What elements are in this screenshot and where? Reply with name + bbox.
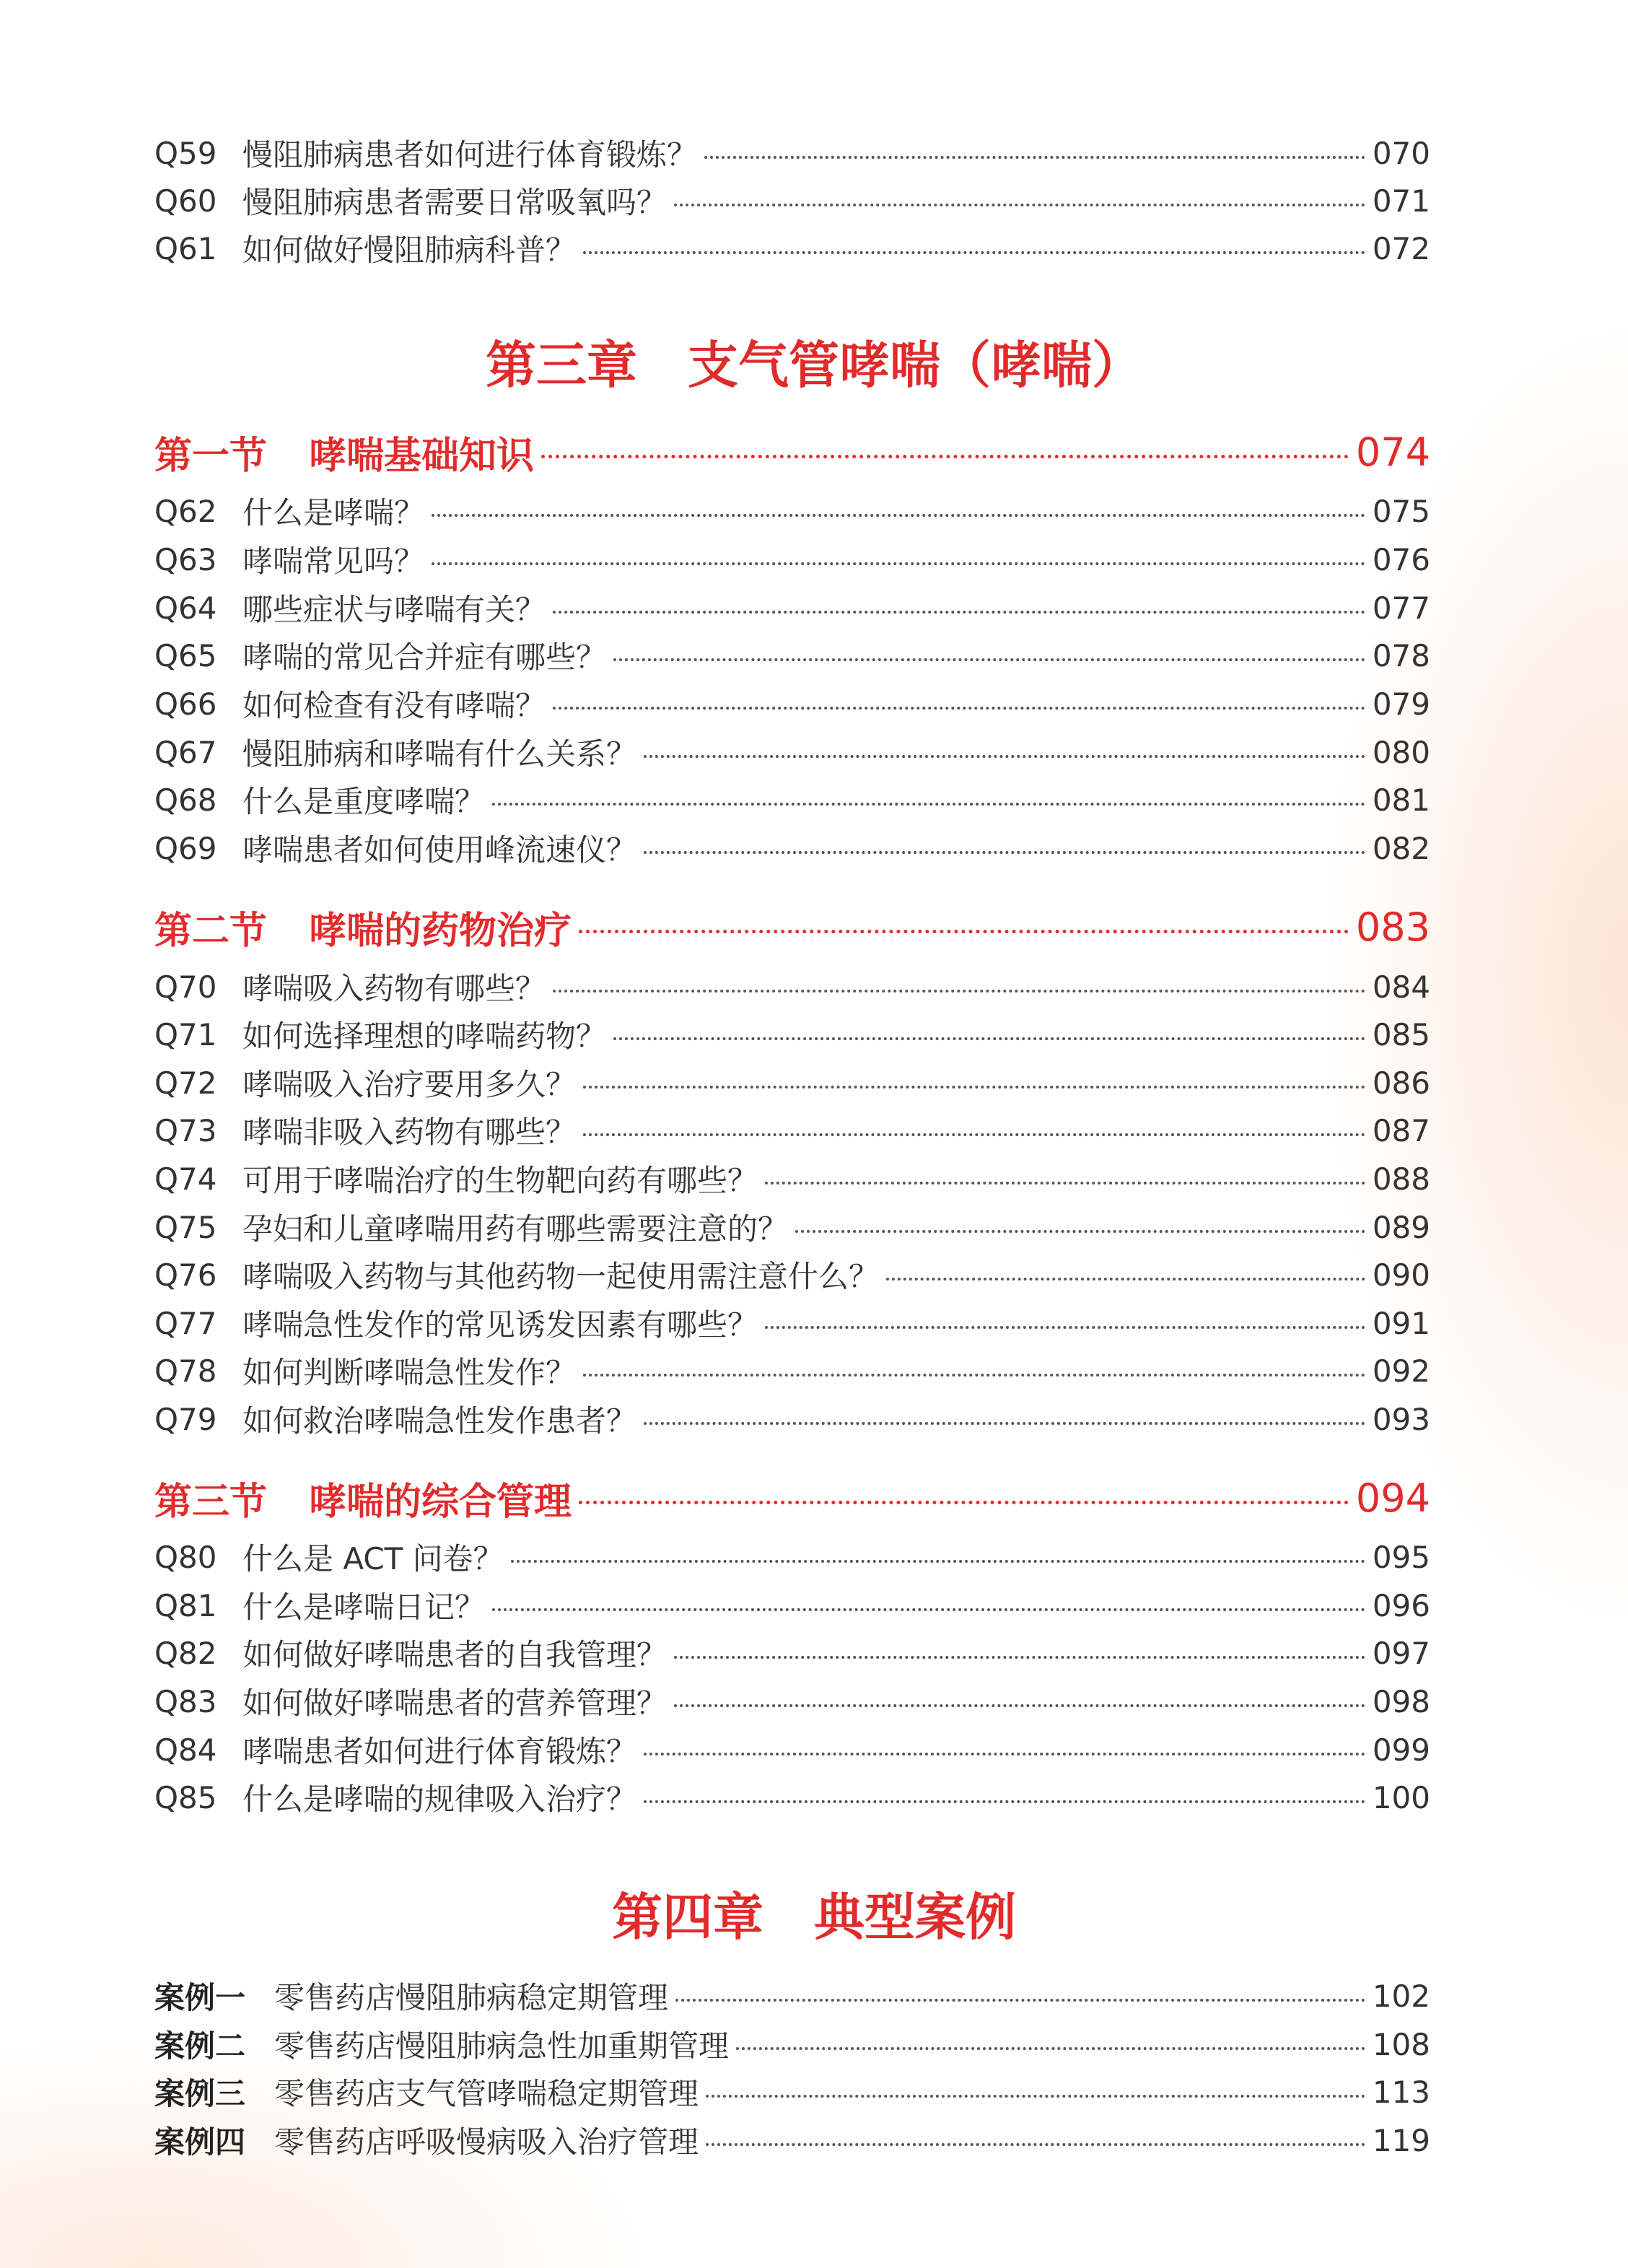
chapter-title: 第三章 支气管哮喘（哮喘） xyxy=(486,336,1142,395)
toc-entry[interactable] xyxy=(154,1061,1430,1104)
question-number: Q62 xyxy=(154,493,217,529)
toc-entry[interactable] xyxy=(154,1253,1430,1296)
question-number: Q61 xyxy=(154,230,217,266)
dot-leader xyxy=(736,2047,1365,2050)
question-number: Q70 xyxy=(154,969,217,1005)
question-number: Q64 xyxy=(154,590,217,626)
question-number: Q75 xyxy=(154,1209,217,1245)
toc-entry[interactable] xyxy=(154,965,1430,1008)
question-number: Q66 xyxy=(154,686,217,722)
dot-leader xyxy=(795,1230,1365,1233)
dot-leader xyxy=(553,611,1365,614)
question-number: Q63 xyxy=(154,541,217,577)
question-title: 什么是重度哮喘？ xyxy=(242,784,486,819)
page-number: 076 xyxy=(1372,541,1430,577)
dot-leader xyxy=(644,1422,1365,1425)
dot-leader xyxy=(706,2143,1365,2146)
question-number: Q78 xyxy=(154,1353,217,1389)
toc-entry[interactable] xyxy=(154,1680,1430,1723)
toc-entry[interactable] xyxy=(154,1631,1430,1675)
dot-leader xyxy=(674,1656,1365,1659)
page-number: 075 xyxy=(1372,493,1430,529)
section-number: 第二节 xyxy=(154,909,268,953)
toc-entry[interactable] xyxy=(154,1776,1430,1819)
toc-entry[interactable] xyxy=(154,1349,1430,1392)
question-title: 可用于哮喘治疗的生物靶向药有哪些？ xyxy=(242,1163,758,1198)
page-number: 092 xyxy=(1372,1353,1430,1389)
question-number: Q77 xyxy=(154,1305,217,1341)
page-number: 089 xyxy=(1372,1209,1430,1245)
page-number: 102 xyxy=(1372,1978,1430,2014)
question-title: 慢阻肺病患者如何进行体育锻炼？ xyxy=(242,137,698,173)
section-title: 哮喘的综合管理 xyxy=(309,1480,572,1524)
dot-leader xyxy=(674,1704,1365,1707)
question-number: Q68 xyxy=(154,782,217,818)
dot-leader xyxy=(579,1501,1349,1504)
page-number: 098 xyxy=(1372,1683,1430,1719)
dot-leader xyxy=(553,707,1365,710)
toc-entry[interactable] xyxy=(154,1728,1430,1771)
page-number: 074 xyxy=(1355,429,1430,475)
toc-entry[interactable] xyxy=(154,1301,1430,1345)
dot-leader xyxy=(511,1560,1365,1563)
toc-entry[interactable] xyxy=(154,227,1430,270)
question-title: 如何做好慢阻肺病科普？ xyxy=(242,232,577,268)
page-number: 072 xyxy=(1372,230,1430,266)
dot-leader xyxy=(675,1999,1365,2002)
case-label: 案例四 xyxy=(154,2124,246,2160)
question-title: 如何选择理想的哮喘药物？ xyxy=(242,1019,607,1054)
question-number: Q85 xyxy=(154,1779,217,1815)
page-number: 100 xyxy=(1372,1779,1430,1815)
question-title: 什么是 ACT 问卷？ xyxy=(242,1541,504,1576)
dot-leader xyxy=(886,1278,1365,1281)
dot-leader xyxy=(432,514,1365,517)
toc-entry[interactable] xyxy=(154,1205,1430,1249)
page-number: 113 xyxy=(1372,2074,1430,2110)
page-number: 078 xyxy=(1372,637,1430,673)
question-number: Q80 xyxy=(154,1539,217,1575)
question-title: 慢阻肺病患者需要日常吸氧吗？ xyxy=(242,185,668,220)
toc-entry[interactable] xyxy=(154,586,1430,629)
case-label: 案例二 xyxy=(154,2028,246,2064)
page-number: 090 xyxy=(1372,1257,1430,1293)
section-number: 第一节 xyxy=(154,434,268,478)
page-number: 086 xyxy=(1372,1065,1430,1101)
dot-leader xyxy=(432,562,1365,565)
question-title: 如何做好哮喘患者的自我管理？ xyxy=(242,1637,668,1672)
dot-leader xyxy=(579,930,1349,933)
question-number: Q74 xyxy=(154,1161,217,1197)
toc-entry[interactable] xyxy=(154,2023,1430,2066)
toc-entry[interactable] xyxy=(154,1397,1430,1441)
page-number: 085 xyxy=(1372,1016,1430,1052)
dot-leader xyxy=(613,658,1365,661)
question-title: 哮喘急性发作的常见诱发因素有哪些？ xyxy=(242,1307,758,1343)
dot-leader xyxy=(674,204,1365,206)
page-number: 083 xyxy=(1355,904,1430,950)
question-number: Q73 xyxy=(154,1112,217,1148)
question-title: 哮喘吸入药物与其他药物一起使用需注意什么？ xyxy=(242,1259,880,1294)
page-number: 084 xyxy=(1372,969,1430,1005)
section-title: 哮喘的药物治疗 xyxy=(309,909,572,953)
dot-leader xyxy=(583,251,1365,254)
question-number: Q79 xyxy=(154,1401,217,1437)
toc-entry[interactable] xyxy=(154,2119,1430,2162)
dot-leader xyxy=(553,990,1365,993)
page-number: 099 xyxy=(1372,1732,1430,1768)
page-number: 081 xyxy=(1372,782,1430,818)
page-number: 119 xyxy=(1372,2122,1430,2158)
question-title: 什么是哮喘？ xyxy=(242,495,425,531)
question-title: 孕妇和儿童哮喘用药有哪些需要注意的？ xyxy=(242,1211,789,1247)
toc-entry[interactable] xyxy=(154,1974,1430,2018)
dot-leader xyxy=(541,455,1349,458)
toc-entry[interactable] xyxy=(154,2070,1430,2114)
toc-entry[interactable] xyxy=(154,489,1430,533)
question-number: Q71 xyxy=(154,1016,217,1052)
page-number: 095 xyxy=(1372,1539,1430,1575)
question-number: Q72 xyxy=(154,1065,217,1101)
toc-entry[interactable] xyxy=(154,682,1430,725)
page-number: 097 xyxy=(1372,1635,1430,1671)
question-title: 什么是哮喘日记？ xyxy=(242,1589,486,1625)
question-number: Q76 xyxy=(154,1257,217,1293)
dot-leader xyxy=(706,2095,1365,2098)
case-title: 零售药店慢阻肺病稳定期管理 xyxy=(274,1980,669,2015)
question-title: 如何做好哮喘患者的营养管理？ xyxy=(242,1685,668,1721)
dot-leader xyxy=(583,1374,1365,1377)
question-title: 哮喘吸入治疗要用多久？ xyxy=(242,1067,577,1102)
dot-leader xyxy=(583,1133,1365,1136)
question-title: 什么是哮喘的规律吸入治疗？ xyxy=(242,1781,637,1817)
section-heading[interactable] xyxy=(154,1472,1430,1524)
toc-entry[interactable] xyxy=(154,538,1430,581)
page-number: 079 xyxy=(1372,686,1430,722)
question-title: 慢阻肺病和哮喘有什么关系？ xyxy=(242,736,637,772)
case-label: 案例一 xyxy=(154,1980,246,2015)
page-number: 093 xyxy=(1372,1401,1430,1437)
section-number: 第三节 xyxy=(154,1480,268,1524)
dot-leader xyxy=(644,851,1365,854)
dot-leader xyxy=(765,1182,1365,1185)
toc-entry[interactable] xyxy=(154,634,1430,677)
toc-entry[interactable] xyxy=(154,730,1430,774)
dot-leader xyxy=(765,1326,1365,1329)
dot-leader xyxy=(492,803,1365,806)
page-number: 087 xyxy=(1372,1112,1430,1148)
question-title: 哮喘患者如何使用峰流速仪？ xyxy=(242,832,637,868)
page-number: 080 xyxy=(1372,734,1430,770)
question-title: 如何判断哮喘急性发作？ xyxy=(242,1355,577,1390)
toc-entry[interactable] xyxy=(154,826,1430,870)
toc-entry[interactable] xyxy=(154,179,1430,222)
section-heading[interactable] xyxy=(154,901,1430,953)
case-title: 零售药店支气管哮喘稳定期管理 xyxy=(274,2076,699,2111)
question-title: 哪些症状与哮喘有关？ xyxy=(242,592,546,627)
question-title: 如何检查有没有哮喘？ xyxy=(242,688,546,723)
toc-entry[interactable] xyxy=(154,1535,1430,1579)
section-heading[interactable] xyxy=(154,426,1430,478)
page-number: 070 xyxy=(1372,135,1430,171)
dot-leader xyxy=(492,1608,1365,1611)
question-number: Q59 xyxy=(154,135,217,171)
question-number: Q65 xyxy=(154,637,217,673)
question-title: 哮喘患者如何进行体育锻炼？ xyxy=(242,1734,637,1769)
toc-entry[interactable] xyxy=(154,1157,1430,1200)
page-number: 094 xyxy=(1355,1475,1430,1521)
toc-entry[interactable] xyxy=(154,1584,1430,1627)
question-number: Q81 xyxy=(154,1587,217,1623)
toc-entry[interactable] xyxy=(154,1013,1430,1056)
question-title: 哮喘非吸入药物有哪些？ xyxy=(242,1115,577,1150)
dot-leader xyxy=(644,1800,1365,1803)
question-title: 哮喘常见吗？ xyxy=(242,544,425,579)
page-number: 077 xyxy=(1372,590,1430,626)
dot-leader xyxy=(644,1753,1365,1755)
dot-leader xyxy=(644,755,1365,758)
dot-leader xyxy=(613,1037,1365,1040)
case-title: 零售药店慢阻肺病急性加重期管理 xyxy=(274,2028,730,2064)
question-title: 如何救治哮喘急性发作患者？ xyxy=(242,1403,637,1439)
page-number: 088 xyxy=(1372,1161,1430,1197)
question-title: 哮喘的常见合并症有哪些？ xyxy=(242,640,607,675)
case-title: 零售药店呼吸慢病吸入治疗管理 xyxy=(274,2124,699,2160)
page-number: 091 xyxy=(1372,1305,1430,1341)
toc-entry[interactable] xyxy=(154,131,1430,175)
chapter-title: 第四章 典型案例 xyxy=(612,1888,1016,1947)
page-number: 071 xyxy=(1372,183,1430,219)
question-number: Q69 xyxy=(154,830,217,866)
dot-leader xyxy=(583,1086,1365,1089)
question-number: Q67 xyxy=(154,734,217,770)
question-number: Q82 xyxy=(154,1635,217,1671)
question-number: Q83 xyxy=(154,1683,217,1719)
question-number: Q84 xyxy=(154,1732,217,1768)
dot-leader xyxy=(704,156,1365,159)
page-number: 096 xyxy=(1372,1587,1430,1623)
case-label: 案例三 xyxy=(154,2076,246,2111)
section-title: 哮喘基础知识 xyxy=(309,434,535,478)
question-number: Q60 xyxy=(154,183,217,219)
toc-entry[interactable] xyxy=(154,778,1430,821)
page-number: 082 xyxy=(1372,830,1430,866)
page-number: 108 xyxy=(1372,2026,1430,2062)
question-title: 哮喘吸入药物有哪些？ xyxy=(242,971,546,1006)
toc-entry[interactable] xyxy=(154,1109,1430,1152)
